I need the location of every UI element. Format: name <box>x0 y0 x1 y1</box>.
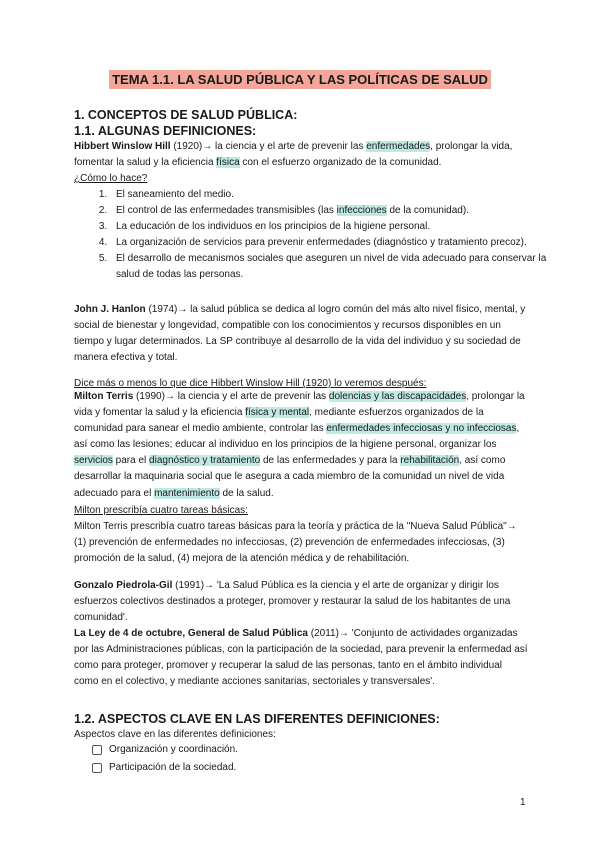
section-heading-1: 1. CONCEPTOS DE SALUD PÚBLICA: <box>74 108 298 122</box>
highlight: enfermedades <box>366 141 431 152</box>
list-item: 1. El saneamiento del medio. <box>110 187 547 203</box>
definition-text: , prolongar la vida, fomentar la salud y la eficiencia <box>74 141 513 169</box>
highlight: diagnóstico y tratamiento <box>149 455 261 467</box>
definition-text: , así como las lesiones; educar al individuo en los principios de la higiene personal, organizar los <box>74 423 520 451</box>
definition-text: , así como desarrollar la maquinaria social que le asegura a cada miembro de la comunidad un nivel de vida adecuado para el <box>74 455 506 499</box>
list-item <box>110 203 547 219</box>
list-item-text: de la comunidad). <box>386 205 469 217</box>
section-heading-1-2: 1.2. ASPECTOS CLAVE EN LAS DIFERENTES DEFINICIONES: <box>74 712 440 726</box>
definition-text: , mediante esfuerzos organizados de la comunidad para sanear el medio ambiente, controlar las <box>74 407 484 435</box>
note-dice: Dice más o menos lo que dice Hibbert Winslow Hill (1920) lo veremos después: <box>74 378 427 389</box>
tareas-text: Milton Terris prescribía cuatro tareas básicas para la teoría y práctica de la "Nueva Salud Pública"→ (1) prevención de enfermedades no infecciosas, (2) prevención de enfermedades infecciosas, (3) promoción de la salud, (4) mejora de la atención médica y de rehabilitación. <box>74 521 517 565</box>
aspectos-intro: Aspectos clave en las diferentes definiciones: <box>74 729 276 740</box>
author-hibbert: Hibbert Winslow Hill <box>74 141 171 152</box>
definition-text: de la salud. <box>219 487 274 499</box>
definition-text: para el <box>112 455 150 467</box>
author-ley: La Ley de 4 de octubre, General de Salud Pública <box>74 628 308 639</box>
numbered-list <box>92 187 547 284</box>
definition-ley <box>74 626 529 690</box>
definition-text: (1991)→ 'La Salud Pública es la ciencia y el arte de organizar y dirigir los esfuerzos colectivos destinados a proteger, promover y restaurar la salud de los habitantes de una comunidad'. <box>74 580 511 624</box>
list-item: 5. El desarrollo de mecanismos sociales que aseguren un nivel de vida adecuado para conservar la salud de todas las personas. <box>110 251 547 283</box>
definition-text: (2011)→ 'Conjunto de actividades organizadas por las Administraciones públicas, con la participación de la sociedad, para prevenir la enfermedad así como para proteger, promover y recuperar la salud de las personas, tanto en el ámbito individual como en el colectivo, y mediante acciones sanitarias, sectoriales y transversales'. <box>74 628 528 688</box>
tareas-heading: Milton prescribía cuatro tareas básicas: <box>74 505 248 516</box>
highlight: física y mental <box>245 407 310 419</box>
highlight: servicios <box>74 455 113 467</box>
definition-text: , prolongar la vida y fomentar la salud y la eficiencia <box>74 391 525 419</box>
definition-text: de las enfermedades y para la <box>260 455 401 467</box>
checkbox[interactable] <box>92 745 102 755</box>
page-number: 1 <box>520 797 526 808</box>
list-item: 3. La educación de los individuos en los principios de la higiene personal. <box>110 219 547 235</box>
checkbox[interactable] <box>92 763 102 773</box>
author-piedrola: Gonzalo Piedrola-Gil <box>74 580 173 591</box>
checklist-item[interactable] <box>92 759 238 777</box>
definition-text: (1920)→ la ciencia y el arte de prevenir las <box>170 141 367 152</box>
definition-text: con el esfuerzo organizado de la comunidad. <box>239 157 442 169</box>
definition-text: (1990)→ la ciencia y el arte de prevenir las <box>133 391 329 402</box>
definition-hibbert <box>74 139 529 171</box>
list-item-text: El control de las enfermedades transmisibles (las <box>116 205 337 217</box>
highlight: infecciones <box>336 205 387 217</box>
highlight: mantenimiento <box>154 487 220 499</box>
como-lo-hace-heading: ¿Cómo lo hace? <box>74 173 148 184</box>
highlight: enfermedades infecciosas y no infecciosas <box>326 423 517 435</box>
section-heading-1-1: 1.1. ALGUNAS DEFINICIONES: <box>74 124 257 138</box>
list-item: 4. La organización de servicios para prevenir enfermedades (diagnóstico y tratamiento precoz). <box>110 235 547 251</box>
document-title: TEMA 1.1. LA SALUD PÚBLICA Y LAS POLÍTICAS DE SALUD <box>109 70 491 89</box>
checklist-item-label: Participación de la sociedad. <box>109 762 237 773</box>
definition-text: (1974)→ la salud pública se dedica al logro común del más alto nivel físico, mental, y social de bienestar y longevidad, compatible con los conocimientos y recursos disponibles en un tiempo y lugar determinados. La SP contribuye al desarrollo de la vida del individuo y su sociedad de manera efectiva y total. <box>74 304 526 364</box>
document-title-wrapper <box>0 71 600 89</box>
highlight: rehabilitación <box>400 455 460 467</box>
definition-terris <box>74 389 529 502</box>
definition-hanlon <box>74 302 529 366</box>
author-terris: Milton Terris <box>74 391 134 402</box>
checklist-item-label: Organización y coordinación. <box>109 744 238 755</box>
highlight: dolencias y las discapacidades <box>328 391 467 402</box>
checklist-item[interactable] <box>92 741 238 759</box>
highlight: física <box>216 157 240 169</box>
author-hanlon: John J. Hanlon <box>74 304 146 315</box>
definition-piedrola <box>74 578 529 626</box>
checklist <box>92 741 238 777</box>
